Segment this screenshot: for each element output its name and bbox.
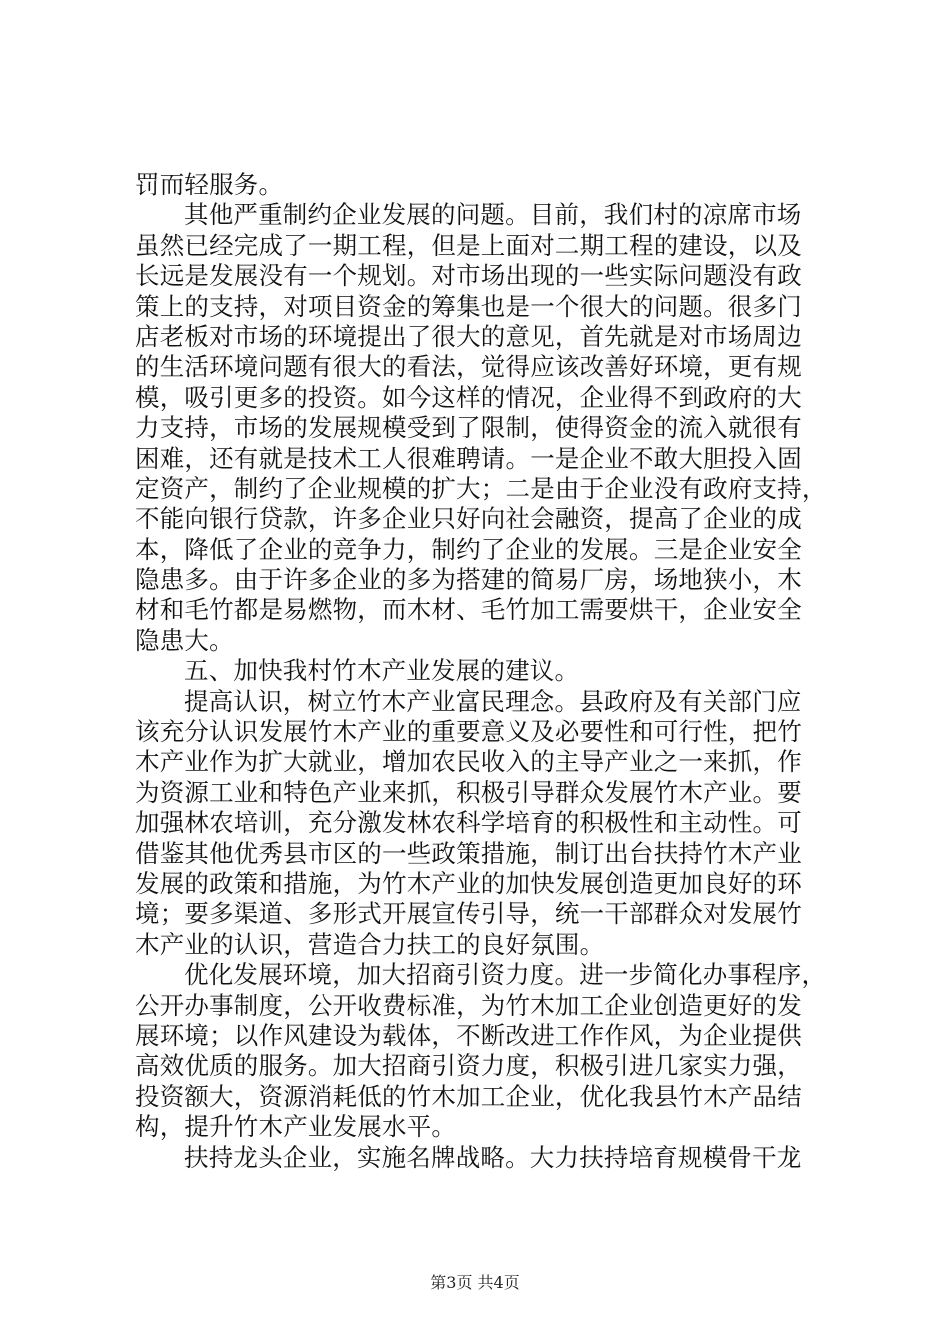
text-line: 扶持龙头企业，实施名牌战略。大力扶持培育规模骨干龙 — [184, 1142, 802, 1172]
text-line: 隐患大。 — [135, 625, 234, 655]
text-line: 虽然已经完成了一期工程，但是上面对二期工程的建设，以及 — [135, 230, 802, 260]
text-line: 借鉴其他优秀县市区的一些政策措施，制订出台扶持竹木产业 — [135, 838, 802, 868]
text-line: 境；要多渠道、多形式开展宣传引导，统一干部群众对发展竹 — [135, 899, 802, 929]
text-line: 策上的支持，对项目资金的筹集也是一个很大的问题。很多门 — [135, 291, 802, 321]
text-line: 困难，还有就是技术工人很难聘请。一是企业不敢大胆投入固 — [135, 443, 802, 473]
text-line: 公开办事制度，公开收费标准，为竹木加工企业创造更好的发 — [135, 990, 802, 1020]
text-line: 本，降低了企业的竞争力，制约了企业的发展。三是企业安全 — [135, 534, 802, 564]
text-line: 高效优质的服务。加大招商引资力度，积极引进几家实力强， — [135, 1051, 802, 1081]
text-line: 不能向银行贷款，许多企业只好向社会融资，提高了企业的成 — [135, 504, 802, 534]
text-line: 模，吸引更多的投资。如今这样的情况，企业得不到政府的大 — [135, 382, 802, 412]
text-line: 五、加快我村竹木产业发展的建议。 — [184, 656, 580, 686]
text-line: 投资额大，资源消耗低的竹木加工企业，优化我县竹木产品结 — [135, 1081, 802, 1111]
text-line: 该充分认识发展竹木产业的重要意义及必要性和可行性，把竹 — [135, 717, 802, 747]
page-footer: 第3页 共4页 — [430, 1273, 520, 1292]
text-line: 隐患多。由于许多企业的多为搭建的简易厂房，场地狭小，木 — [135, 565, 802, 595]
text-line: 其他严重制约企业发展的问题。目前，我们村的凉席市场 — [184, 200, 802, 230]
text-line: 定资产，制约了企业规模的扩大；二是由于企业没有政府支持， — [135, 473, 827, 503]
text-line: 加强林农培训，充分激发林农科学培育的积极性和主动性。可 — [135, 808, 802, 838]
text-line: 材和毛竹都是易燃物，而木材、毛竹加工需要烘干，企业安全 — [135, 595, 802, 625]
text-line: 的生活环境问题有很大的看法，觉得应该改善好环境，更有规 — [135, 352, 802, 382]
text-line: 罚而轻服务。 — [135, 170, 284, 199]
text-line: 木产业的认识，营造合力扶工的良好氛围。 — [135, 929, 605, 959]
text-line: 优化发展环境，加大招商引资力度。进一步简化办事程序， — [184, 960, 827, 990]
text-line: 展环境；以作风建设为载体，不断改进工作作风，为企业提供 — [135, 1020, 802, 1050]
text-line: 发展的政策和措施，为竹木产业的加快发展创造更加良好的环 — [135, 868, 802, 898]
text-line: 力支持，市场的发展规模受到了限制，使得资金的流入就很有 — [135, 413, 802, 443]
text-line: 为资源工业和特色产业来抓，积极引导群众发展竹木产业。要 — [135, 777, 802, 807]
text-line: 构，提升竹木产业发展水平。 — [135, 1112, 457, 1142]
document-body — [135, 170, 835, 1173]
text-line: 木产业作为扩大就业，增加农民收入的主导产业之一来抓，作 — [135, 747, 802, 777]
text-line: 店老板对市场的环境提出了很大的意见，首先就是对市场周边 — [135, 321, 802, 351]
text-line: 提高认识，树立竹木产业富民理念。县政府及有关部门应 — [184, 686, 802, 716]
text-line: 长远是发展没有一个规划。对市场出现的一些实际问题没有政 — [135, 261, 802, 291]
